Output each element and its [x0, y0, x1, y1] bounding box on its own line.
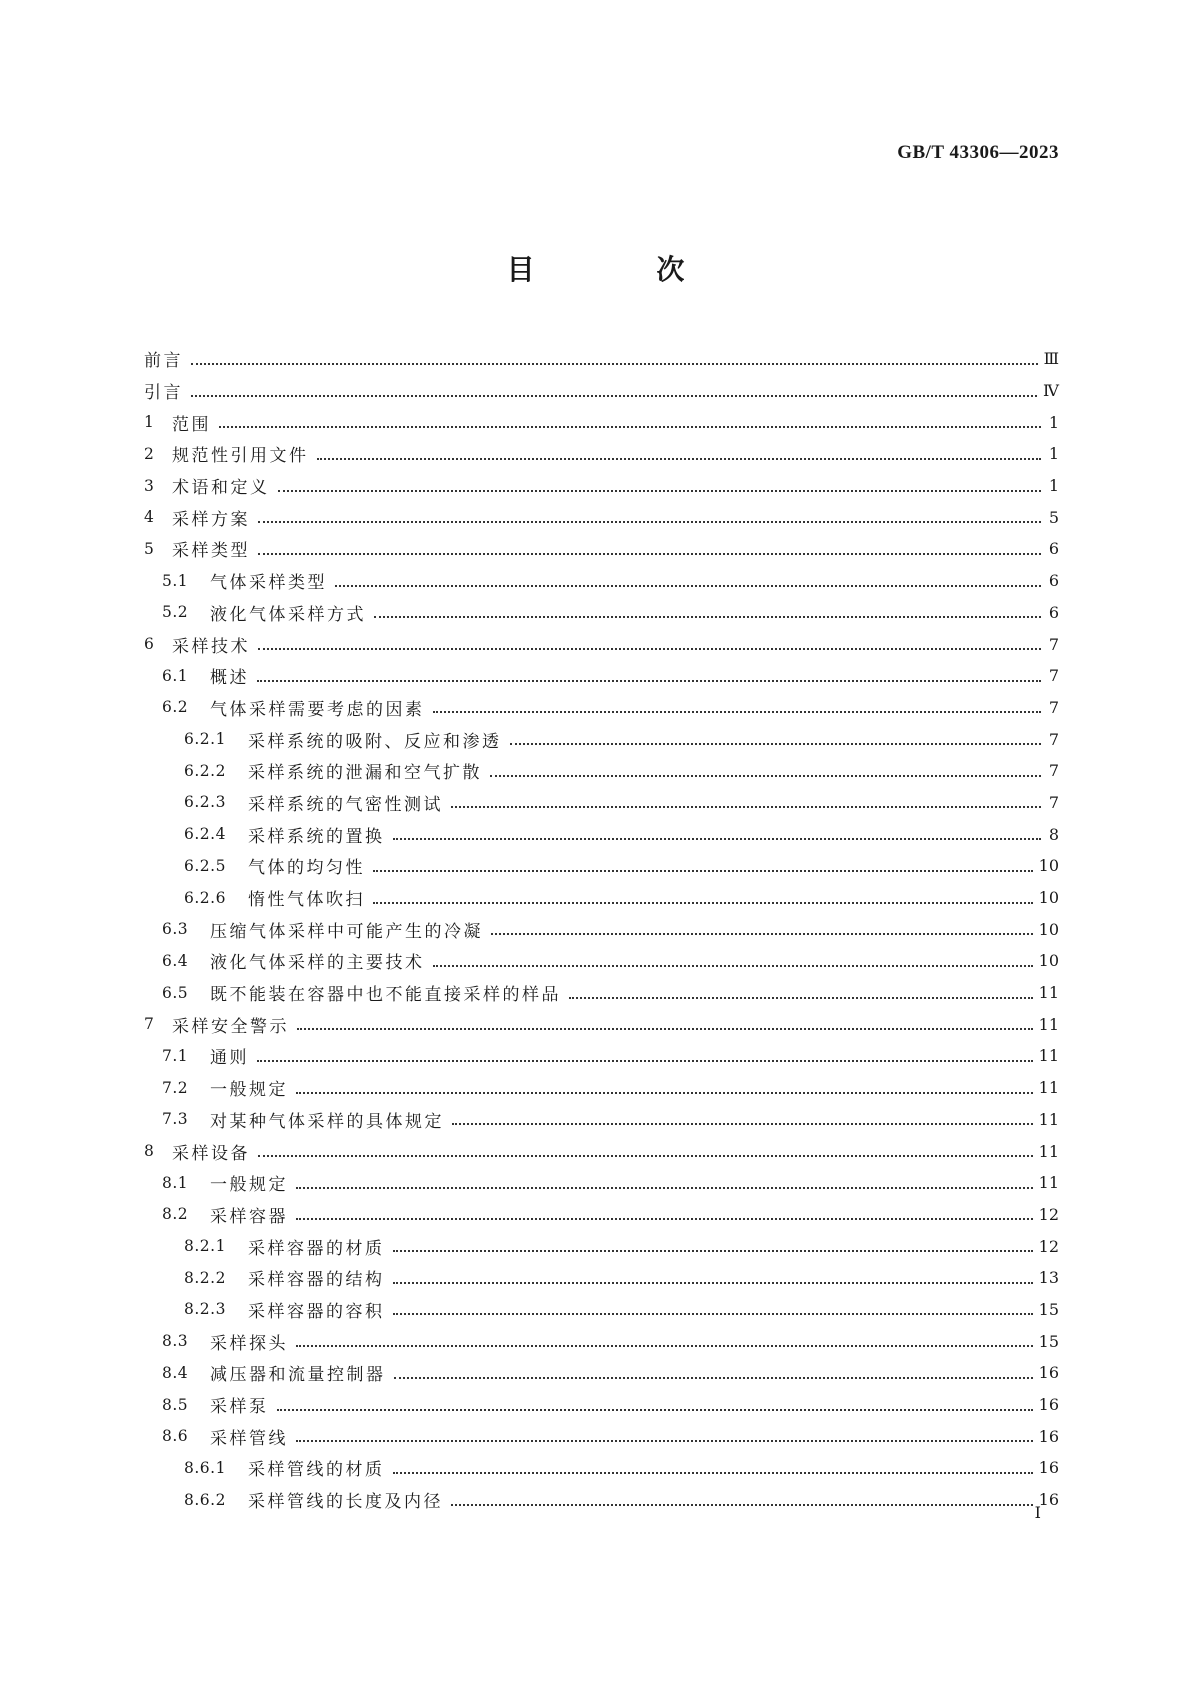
toc-entry-title: 一般规定: [210, 1175, 288, 1196]
dot-leader: [451, 1504, 1033, 1506]
toc-entry[interactable]: [144, 882, 1059, 914]
dot-leader: [258, 553, 1041, 555]
toc-entry-title: 气体采样类型: [210, 573, 327, 594]
dot-leader: [257, 680, 1041, 682]
dot-leader: [277, 1409, 1033, 1411]
toc-entry[interactable]: [144, 1420, 1059, 1452]
toc-entry[interactable]: [144, 1325, 1059, 1357]
dot-leader: [393, 1250, 1033, 1252]
toc-entry-title: 采样泵: [210, 1397, 269, 1418]
dot-leader: [296, 1187, 1033, 1189]
toc-entry-page: 15: [1038, 1299, 1059, 1319]
toc-entry[interactable]: [144, 913, 1059, 945]
toc-entry-number: 4: [144, 508, 155, 527]
dot-leader: [394, 1377, 1033, 1379]
toc-entry-page: 11: [1038, 1046, 1059, 1066]
toc-entry-title: 采样系统的泄漏和空气扩散: [248, 763, 482, 784]
toc-entry[interactable]: [144, 660, 1059, 692]
dot-leader: [374, 616, 1041, 618]
toc-entry-number: 6: [144, 635, 155, 654]
toc-entry-title: 采样容器的结构: [248, 1270, 385, 1291]
dot-leader: [452, 1123, 1033, 1125]
toc-entry-page: 16: [1038, 1490, 1059, 1510]
toc-entry[interactable]: [144, 597, 1059, 629]
toc-entry[interactable]: [144, 375, 1059, 407]
standard-code: GB/T 43306—2023: [897, 142, 1059, 163]
toc-entry[interactable]: [144, 818, 1059, 850]
toc-entry-page: 6: [1048, 602, 1059, 622]
toc-entry-page: 7: [1048, 729, 1059, 749]
toc-entry-title: 采样安全警示: [172, 1016, 289, 1037]
toc-entry-title: 采样容器的材质: [248, 1238, 385, 1259]
toc-entry[interactable]: [144, 501, 1059, 533]
toc-entry-number: 5.2: [162, 603, 189, 622]
toc-entry[interactable]: [144, 1484, 1059, 1516]
toc-entry-number: 6.2.2: [184, 761, 226, 780]
toc-entry-page: 11: [1038, 1014, 1059, 1034]
toc-entry-page: 6: [1048, 539, 1059, 559]
toc-entry-number: 6.1: [162, 666, 189, 685]
toc-entry-title: 采样技术: [172, 636, 250, 657]
toc-entry-page: 16: [1038, 1458, 1059, 1478]
toc-entry-number: 7: [144, 1015, 155, 1034]
toc-entry-page: 11: [1038, 1141, 1059, 1161]
toc-entry-number: 6.4: [162, 951, 189, 970]
toc-entry-title: 采样系统的气密性测试: [248, 794, 443, 815]
dot-leader: [451, 806, 1041, 808]
toc-entry-page: 7: [1048, 666, 1059, 686]
dot-leader: [219, 426, 1041, 428]
toc-entry-number: 7.1: [162, 1046, 189, 1065]
toc-entry-title: 采样系统的吸附、反应和渗透: [248, 731, 502, 752]
toc-entry-number: 8.3: [162, 1332, 189, 1351]
toc-entry-title: 液化气体采样方式: [210, 604, 366, 625]
toc-entry[interactable]: [144, 787, 1059, 819]
dot-leader: [296, 1092, 1033, 1094]
toc-entry-title: 规范性引用文件: [172, 446, 309, 467]
dot-leader: [258, 1155, 1033, 1157]
toc-entry-number: 5.1: [162, 571, 189, 590]
toc-entry-number: 3: [144, 476, 155, 495]
toc-entry-number: 8.6: [162, 1427, 189, 1446]
dot-leader: [258, 521, 1041, 523]
dot-leader: [317, 458, 1042, 460]
toc-entry-page: 12: [1038, 1204, 1059, 1224]
toc-entry-number: 8.4: [162, 1363, 189, 1382]
dot-leader: [569, 997, 1033, 999]
toc-entry-title: 采样管线: [210, 1428, 288, 1449]
toc-entry-page: 10: [1038, 888, 1059, 908]
page-number: I: [1034, 1503, 1041, 1522]
dot-leader: [393, 1282, 1033, 1284]
toc-entry-title: 一般规定: [210, 1080, 288, 1101]
toc-entry-number: 8.6.2: [184, 1490, 226, 1509]
toc-entry-number: 8: [144, 1142, 155, 1161]
toc-entry-page: 16: [1038, 1426, 1059, 1446]
toc-entry[interactable]: [144, 1008, 1059, 1040]
dot-leader: [433, 711, 1042, 713]
toc-entry-title: 采样系统的置换: [248, 826, 385, 847]
toc-entry-number: 8.2.1: [184, 1237, 226, 1256]
page-title: 目 次: [506, 253, 741, 286]
toc-entry-number: 8.2: [162, 1205, 189, 1224]
dot-leader: [373, 870, 1033, 872]
toc-entry-title: 对某种气体采样的具体规定: [210, 1111, 444, 1132]
toc-entry[interactable]: [144, 406, 1059, 438]
toc-entry-number: 7.3: [162, 1110, 189, 1129]
toc-entry-title: 气体采样需要考虑的因素: [210, 699, 425, 720]
toc-entry[interactable]: [144, 533, 1059, 565]
toc-entry[interactable]: [144, 628, 1059, 660]
toc-entry-title: 引言: [144, 383, 183, 404]
toc-entry-page: 11: [1038, 1078, 1059, 1098]
dot-leader: [510, 743, 1042, 745]
toc-entry[interactable]: [144, 692, 1059, 724]
toc-entry-title: 压缩气体采样中可能产生的冷凝: [210, 921, 483, 942]
toc-entry-page: 6: [1048, 571, 1059, 591]
toc-entry-title: 采样容器的容积: [248, 1301, 385, 1322]
toc-entry[interactable]: [144, 1040, 1059, 1072]
toc-entry-number: 6.2.3: [184, 793, 226, 812]
table-of-contents: [144, 343, 1059, 1515]
toc-entry-page: Ⅳ: [1043, 381, 1059, 401]
toc-entry-page: 11: [1038, 983, 1059, 1003]
toc-entry-page: 7: [1048, 634, 1059, 654]
toc-entry[interactable]: [144, 1452, 1059, 1484]
dot-leader: [393, 1472, 1033, 1474]
toc-entry[interactable]: [144, 1357, 1059, 1389]
toc-entry-number: 1: [144, 413, 155, 432]
toc-entry[interactable]: [144, 945, 1059, 977]
toc-entry[interactable]: [144, 1294, 1059, 1326]
toc-entry[interactable]: [144, 1230, 1059, 1262]
toc-entry-number: 8.6.1: [184, 1458, 226, 1477]
dot-leader: [191, 395, 1037, 397]
toc-entry-page: 12: [1038, 1236, 1059, 1256]
toc-entry-number: 6.5: [162, 983, 189, 1002]
dot-leader: [335, 585, 1041, 587]
toc-entry-title: 惰性气体吹扫: [248, 890, 365, 911]
toc-entry-number: 8.5: [162, 1395, 189, 1414]
dot-leader: [433, 965, 1033, 967]
toc-entry-title: 前言: [144, 351, 183, 372]
toc-entry-number: 8.2.2: [184, 1268, 226, 1287]
dot-leader: [258, 648, 1041, 650]
toc-entry-page: 10: [1038, 919, 1059, 939]
toc-entry-page: 13: [1038, 1268, 1059, 1288]
dot-leader: [373, 902, 1033, 904]
toc-entry[interactable]: [144, 470, 1059, 502]
toc-entry-number: 8.2.3: [184, 1300, 226, 1319]
toc-entry-title: 气体的均匀性: [248, 858, 365, 879]
toc-entry-page: 7: [1048, 697, 1059, 717]
dot-leader: [191, 363, 1038, 365]
toc-entry-page: 7: [1048, 792, 1059, 812]
toc-entry-number: 2: [144, 444, 155, 463]
toc-entry-number: 5: [144, 539, 155, 558]
toc-entry-page: 15: [1038, 1331, 1059, 1351]
toc-entry-number: 6.2.4: [184, 825, 226, 844]
toc-entry-number: 8.1: [162, 1173, 189, 1192]
toc-entry-page: 11: [1038, 1173, 1059, 1193]
dot-leader: [393, 1313, 1033, 1315]
toc-entry-number: 6.2.5: [184, 856, 226, 875]
toc-entry-title: 采样管线的长度及内径: [248, 1492, 443, 1513]
toc-entry-page: 7: [1048, 761, 1059, 781]
toc-entry[interactable]: [144, 438, 1059, 470]
dot-leader: [296, 1440, 1033, 1442]
dot-leader: [278, 490, 1042, 492]
toc-entry[interactable]: [144, 565, 1059, 597]
toc-entry[interactable]: [144, 1262, 1059, 1294]
toc-entry[interactable]: [144, 723, 1059, 755]
dot-leader: [491, 933, 1033, 935]
toc-entry[interactable]: [144, 755, 1059, 787]
toc-entry-title: 采样类型: [172, 541, 250, 562]
toc-entry-page: 11: [1038, 1109, 1059, 1129]
toc-entry-title: 术语和定义: [172, 478, 270, 499]
toc-entry-page: 1: [1048, 444, 1059, 464]
toc-entry-title: 概述: [210, 668, 249, 689]
dot-leader: [393, 838, 1042, 840]
toc-entry-page: 16: [1038, 1363, 1059, 1383]
toc-entry[interactable]: [144, 1135, 1059, 1167]
toc-entry-number: 7.2: [162, 1078, 189, 1097]
toc-entry[interactable]: [144, 1104, 1059, 1136]
toc-entry[interactable]: [144, 1167, 1059, 1199]
dot-leader: [257, 1060, 1033, 1062]
toc-entry-page: 5: [1048, 507, 1059, 527]
toc-entry[interactable]: [144, 1072, 1059, 1104]
toc-entry[interactable]: [144, 850, 1059, 882]
toc-entry[interactable]: [144, 1199, 1059, 1231]
toc-entry-page: 16: [1038, 1395, 1059, 1415]
dot-leader: [297, 1028, 1033, 1030]
toc-entry-number: 6.3: [162, 920, 189, 939]
toc-entry[interactable]: [144, 343, 1059, 375]
dot-leader: [296, 1218, 1033, 1220]
toc-entry[interactable]: [144, 977, 1059, 1009]
toc-entry-page: 10: [1038, 856, 1059, 876]
toc-entry-title: 通则: [210, 1048, 249, 1069]
toc-entry-page: 8: [1048, 824, 1059, 844]
toc-entry-page: 1: [1048, 412, 1059, 432]
toc-entry-title: 范围: [172, 414, 211, 435]
toc-entry-number: 6.2.1: [184, 730, 226, 749]
dot-leader: [296, 1345, 1033, 1347]
toc-entry-number: 6.2.6: [184, 888, 226, 907]
toc-entry-title: 采样方案: [172, 509, 250, 530]
toc-entry-title: 既不能装在容器中也不能直接采样的样品: [210, 985, 561, 1006]
toc-entry-page: 1: [1048, 476, 1059, 496]
toc-entry-title: 采样设备: [172, 1143, 250, 1164]
toc-entry-title: 采样管线的材质: [248, 1460, 385, 1481]
toc-entry-number: 6.2: [162, 698, 189, 717]
dot-leader: [490, 775, 1041, 777]
toc-entry-title: 液化气体采样的主要技术: [210, 953, 425, 974]
toc-entry[interactable]: [144, 1389, 1059, 1421]
toc-entry-page: Ⅲ: [1043, 349, 1059, 369]
toc-entry-title: 减压器和流量控制器: [210, 1365, 386, 1386]
toc-entry-title: 采样探头: [210, 1333, 288, 1354]
toc-entry-title: 采样容器: [210, 1206, 288, 1227]
toc-entry-page: 10: [1038, 951, 1059, 971]
